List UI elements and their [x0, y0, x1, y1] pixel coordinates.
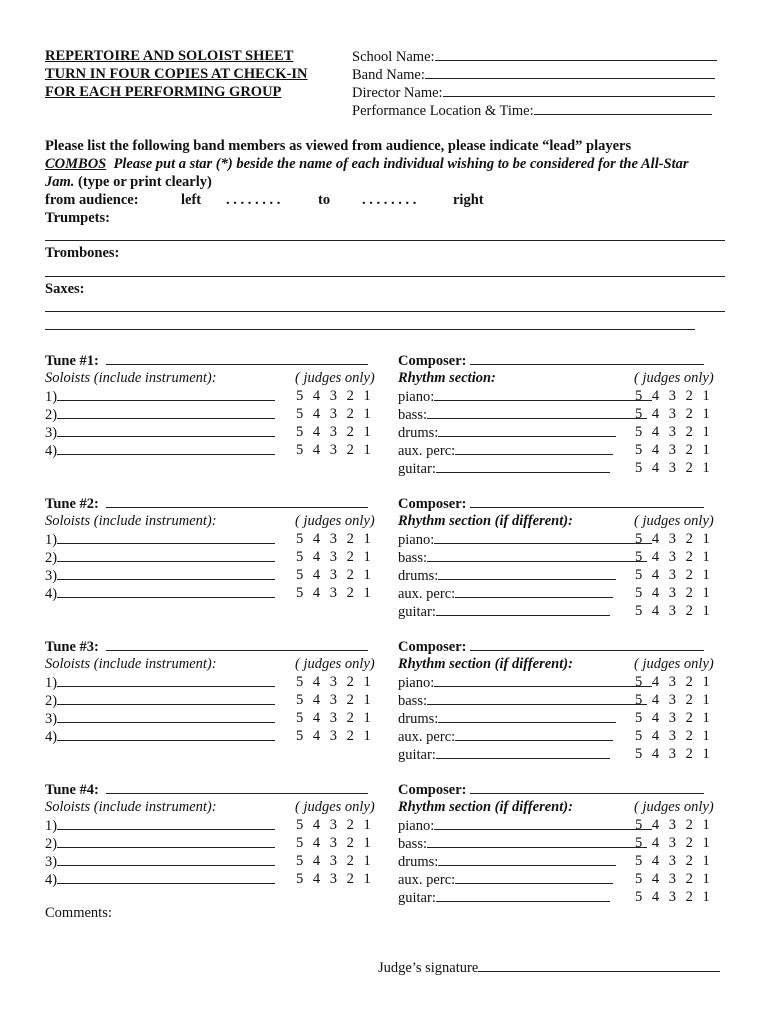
right-label: right [453, 192, 484, 208]
title-line-2: TURN IN FOUR COPIES AT CHECK-IN [45, 66, 308, 82]
soloist-number: 1) [45, 532, 58, 548]
instructions-line-2 [45, 155, 689, 173]
composer-label: Composer: [398, 782, 467, 798]
rhythm-3-field[interactable] [398, 709, 616, 728]
rhythm-4-score[interactable]: 5 4 3 2 1 [635, 728, 713, 744]
soloist-2-field[interactable] [45, 548, 275, 567]
rhythm-3-field[interactable] [398, 566, 616, 585]
dots-1: . . . . . . . . [226, 192, 281, 208]
soloist-1-field[interactable] [45, 530, 275, 549]
soloist-3-field[interactable] [45, 852, 275, 871]
director-name-label: Director Name: [352, 85, 443, 101]
rhythm-1-score[interactable]: 5 4 3 2 1 [635, 531, 713, 547]
rhythm-instrument-label: drums: [398, 854, 439, 870]
soloist-number: 2) [45, 693, 58, 709]
rhythm-instrument-label: bass: [398, 836, 427, 852]
rhythm-5-field[interactable] [398, 459, 610, 478]
rhythm-2-field[interactable] [398, 834, 647, 853]
tune-3-label: Tune #3: [45, 639, 99, 655]
tune-3-composer-field[interactable] [398, 637, 704, 656]
judges-only-label: ( judges only) [295, 799, 375, 815]
composer-label: Composer: [398, 353, 467, 369]
rhythm-1-field[interactable] [398, 816, 652, 835]
rhythm-4-field[interactable] [398, 441, 613, 460]
soloist-2-field[interactable] [45, 405, 275, 424]
tune-4-label: Tune #4: [45, 782, 99, 798]
combos-label: COMBOS [45, 156, 107, 172]
rhythm-4-score[interactable]: 5 4 3 2 1 [635, 585, 713, 601]
director-name-field[interactable] [352, 83, 715, 102]
rhythm-4-field[interactable] [398, 870, 613, 889]
rhythm-instrument-label: bass: [398, 693, 427, 709]
judges-only-label: ( judges only) [634, 513, 714, 529]
soloist-3-field[interactable] [45, 709, 275, 728]
soloist-3-field[interactable] [45, 423, 275, 442]
judge-signature-field[interactable] [378, 958, 720, 977]
jam-text: (type or print clearly) [78, 174, 212, 190]
soloist-number: 4) [45, 443, 58, 459]
soloist-number: 3) [45, 568, 58, 584]
soloist-4-score[interactable]: 5 4 3 2 1 [296, 728, 374, 744]
soloist-2-score[interactable]: 5 4 3 2 1 [296, 406, 374, 422]
rhythm-2-score[interactable]: 5 4 3 2 1 [635, 692, 713, 708]
rhythm-1-field[interactable] [398, 387, 652, 406]
jam-label: Jam. [45, 174, 75, 190]
rhythm-3-score[interactable]: 5 4 3 2 1 [635, 853, 713, 869]
soloist-4-score[interactable]: 5 4 3 2 1 [296, 442, 374, 458]
soloist-number: 4) [45, 729, 58, 745]
rhythm-instrument-label: guitar: [398, 604, 436, 620]
instructions-line-1: Please list the following band members as viewed from audience, please indicate “lead” players [45, 138, 632, 154]
rhythm-3-score[interactable]: 5 4 3 2 1 [635, 710, 713, 726]
title-line-1: REPERTOIRE AND SOLOIST SHEET [45, 48, 294, 64]
from-audience-label: from audience: [45, 192, 139, 208]
rhythm-3-field[interactable] [398, 852, 616, 871]
trumpets-line[interactable] [45, 240, 725, 241]
rhythm-section-header: Rhythm section: [398, 370, 496, 386]
rhythm-4-score[interactable]: 5 4 3 2 1 [635, 442, 713, 458]
rhythm-3-score[interactable]: 5 4 3 2 1 [635, 567, 713, 583]
soloist-2-field[interactable] [45, 834, 275, 853]
judges-only-label: ( judges only) [634, 656, 714, 672]
soloist-2-field[interactable] [45, 691, 275, 710]
trombones-label: Trombones: [45, 245, 120, 261]
rhythm-3-field[interactable] [398, 423, 616, 442]
tune-4-composer-field[interactable] [398, 780, 704, 799]
school-name-field[interactable] [352, 47, 717, 66]
soloist-number: 2) [45, 407, 58, 423]
tune-1-composer-field[interactable] [398, 351, 704, 370]
rhythm-4-field[interactable] [398, 584, 613, 603]
rhythm-4-field[interactable] [398, 727, 613, 746]
rhythm-instrument-label: piano: [398, 675, 435, 691]
performance-location-label: Performance Location & Time: [352, 103, 534, 119]
left-label: left [181, 192, 202, 208]
rhythm-instrument-label: aux. perc: [398, 443, 456, 459]
tune-2-composer-field[interactable] [398, 494, 704, 513]
rhythm-instrument-label: guitar: [398, 890, 436, 906]
judges-only-label: ( judges only) [634, 799, 714, 815]
rhythm-instrument-label: bass: [398, 407, 427, 423]
soloist-2-score[interactable]: 5 4 3 2 1 [296, 692, 374, 708]
trumpets-label: Trumpets: [45, 210, 110, 226]
rhythm-4-score[interactable]: 5 4 3 2 1 [635, 871, 713, 887]
soloist-3-score[interactable]: 5 4 3 2 1 [296, 710, 374, 726]
composer-label: Composer: [398, 639, 467, 655]
soloist-2-score[interactable]: 5 4 3 2 1 [296, 549, 374, 565]
soloist-number: 2) [45, 836, 58, 852]
rhythm-section-header: Rhythm section (if different): [398, 513, 573, 529]
trombones-line[interactable] [45, 276, 725, 277]
soloist-3-score[interactable]: 5 4 3 2 1 [296, 567, 374, 583]
soloist-number: 4) [45, 586, 58, 602]
tune-4-field[interactable] [45, 780, 368, 799]
soloist-4-field[interactable] [45, 727, 275, 746]
rhythm-2-field[interactable] [398, 691, 647, 710]
saxes-line-1[interactable] [45, 311, 725, 312]
rhythm-instrument-label: drums: [398, 425, 439, 441]
band-name-field[interactable] [352, 65, 715, 84]
judges-only-label: ( judges only) [295, 370, 375, 386]
rhythm-5-score[interactable]: 5 4 3 2 1 [635, 460, 713, 476]
rhythm-1-score[interactable]: 5 4 3 2 1 [635, 388, 713, 404]
rhythm-2-field[interactable] [398, 548, 647, 567]
soloist-3-score[interactable]: 5 4 3 2 1 [296, 853, 374, 869]
rhythm-3-score[interactable]: 5 4 3 2 1 [635, 424, 713, 440]
soloist-4-field[interactable] [45, 584, 275, 603]
school-name-label: School Name: [352, 49, 435, 65]
soloist-1-score[interactable]: 5 4 3 2 1 [296, 388, 374, 404]
rhythm-2-score[interactable]: 5 4 3 2 1 [635, 549, 713, 565]
combos-text: Please put a star (*) beside the name of each individual wishing to be considered for the All-Star [113, 156, 689, 172]
soloist-4-score[interactable]: 5 4 3 2 1 [296, 871, 374, 887]
rhythm-section-header: Rhythm section (if different): [398, 799, 573, 815]
rhythm-5-field[interactable] [398, 888, 610, 907]
rhythm-5-field[interactable] [398, 745, 610, 764]
rhythm-instrument-label: piano: [398, 532, 435, 548]
rhythm-instrument-label: aux. perc: [398, 729, 456, 745]
rhythm-2-field[interactable] [398, 405, 647, 424]
soloist-1-score[interactable]: 5 4 3 2 1 [296, 817, 374, 833]
rhythm-5-score[interactable]: 5 4 3 2 1 [635, 746, 713, 762]
soloist-4-field[interactable] [45, 870, 275, 889]
soloists-header: Soloists (include instrument): [45, 513, 217, 529]
soloist-1-field[interactable] [45, 816, 275, 835]
comments-label: Comments: [45, 905, 112, 921]
tune-1-field[interactable] [45, 351, 368, 370]
soloist-1-score[interactable]: 5 4 3 2 1 [296, 531, 374, 547]
soloist-number: 3) [45, 711, 58, 727]
saxes-line-2[interactable] [45, 329, 695, 330]
saxes-label: Saxes: [45, 281, 85, 297]
soloist-4-field[interactable] [45, 441, 275, 460]
judges-only-label: ( judges only) [295, 513, 375, 529]
rhythm-section-header: Rhythm section (if different): [398, 656, 573, 672]
rhythm-instrument-label: aux. perc: [398, 586, 456, 602]
rhythm-1-score[interactable]: 5 4 3 2 1 [635, 674, 713, 690]
rhythm-2-score[interactable]: 5 4 3 2 1 [635, 406, 713, 422]
soloist-1-field[interactable] [45, 387, 275, 406]
tune-3-field[interactable] [45, 637, 368, 656]
soloist-number: 4) [45, 872, 58, 888]
soloists-header: Soloists (include instrument): [45, 799, 217, 815]
rhythm-instrument-label: guitar: [398, 461, 436, 477]
rhythm-1-score[interactable]: 5 4 3 2 1 [635, 817, 713, 833]
instructions-line-3 [45, 173, 212, 191]
soloist-4-score[interactable]: 5 4 3 2 1 [296, 585, 374, 601]
rhythm-instrument-label: guitar: [398, 747, 436, 763]
performance-location-field[interactable] [352, 101, 712, 120]
soloist-number: 3) [45, 854, 58, 870]
dots-2: . . . . . . . . [362, 192, 417, 208]
rhythm-5-field[interactable] [398, 602, 610, 621]
rhythm-5-score[interactable]: 5 4 3 2 1 [635, 603, 713, 619]
soloist-1-field[interactable] [45, 673, 275, 692]
soloist-1-score[interactable]: 5 4 3 2 1 [296, 674, 374, 690]
to-label: to [318, 192, 331, 208]
soloists-header: Soloists (include instrument): [45, 656, 217, 672]
rhythm-instrument-label: piano: [398, 389, 435, 405]
rhythm-1-field[interactable] [398, 530, 652, 549]
band-name-label: Band Name: [352, 67, 425, 83]
soloist-number: 2) [45, 550, 58, 566]
soloists-header: Soloists (include instrument): [45, 370, 217, 386]
judges-only-label: ( judges only) [295, 656, 375, 672]
soloist-3-score[interactable]: 5 4 3 2 1 [296, 424, 374, 440]
rhythm-instrument-label: drums: [398, 568, 439, 584]
soloist-number: 1) [45, 389, 58, 405]
composer-label: Composer: [398, 496, 467, 512]
judge-signature-label: Judge’s signature [378, 960, 479, 976]
tune-2-label: Tune #2: [45, 496, 99, 512]
rhythm-2-score[interactable]: 5 4 3 2 1 [635, 835, 713, 851]
tune-2-field[interactable] [45, 494, 368, 513]
rhythm-1-field[interactable] [398, 673, 652, 692]
soloist-number: 1) [45, 675, 58, 691]
rhythm-instrument-label: piano: [398, 818, 435, 834]
soloist-number: 3) [45, 425, 58, 441]
rhythm-5-score[interactable]: 5 4 3 2 1 [635, 889, 713, 905]
judges-only-label: ( judges only) [634, 370, 714, 386]
title-line-3: FOR EACH PERFORMING GROUP [45, 84, 282, 100]
soloist-2-score[interactable]: 5 4 3 2 1 [296, 835, 374, 851]
soloist-number: 1) [45, 818, 58, 834]
soloist-3-field[interactable] [45, 566, 275, 585]
rhythm-instrument-label: aux. perc: [398, 872, 456, 888]
rhythm-instrument-label: bass: [398, 550, 427, 566]
rhythm-instrument-label: drums: [398, 711, 439, 727]
tune-1-label: Tune #1: [45, 353, 99, 369]
